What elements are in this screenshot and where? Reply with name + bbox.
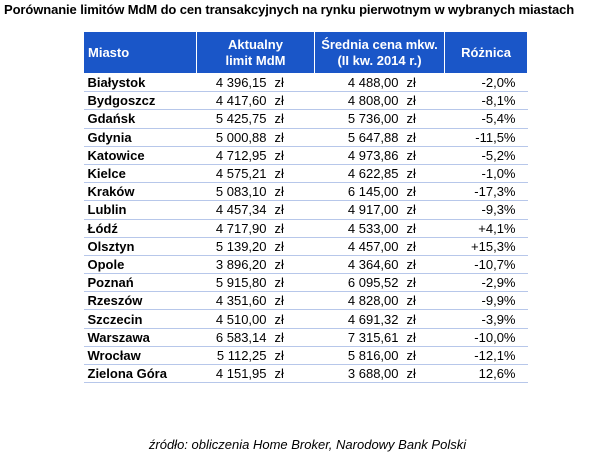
limit-currency: zł — [274, 275, 284, 291]
cell-diff: -2,0% — [445, 74, 528, 92]
cell-city: Warszawa — [84, 328, 197, 346]
price-value: 4 973,86 — [347, 147, 399, 163]
limit-currency: zł — [274, 184, 284, 200]
limit-value: 5 139,20 — [215, 238, 267, 254]
limit-currency: zł — [274, 311, 284, 327]
table-row — [84, 346, 528, 364]
cell-city: Szczecin — [84, 310, 197, 328]
cell-limit — [197, 219, 315, 237]
table-row — [84, 183, 528, 201]
cell-limit — [197, 310, 315, 328]
cell-diff: +4,1% — [445, 219, 528, 237]
cell-city: Rzeszów — [84, 292, 197, 310]
cell-price — [315, 201, 445, 219]
table-row — [84, 237, 528, 255]
limit-value: 4 575,21 — [215, 166, 267, 182]
cell-limit — [197, 365, 315, 383]
cell-city: Bydgoszcz — [84, 92, 197, 110]
cell-city: Kraków — [84, 183, 197, 201]
limit-value: 4 396,15 — [215, 75, 267, 91]
cell-price — [315, 219, 445, 237]
cell-limit — [197, 74, 315, 92]
price-currency: zł — [406, 293, 416, 309]
cell-price — [315, 310, 445, 328]
header-price — [315, 32, 445, 74]
price-value: 6 145,00 — [347, 184, 399, 200]
cell-limit — [197, 292, 315, 310]
table-row — [84, 219, 528, 237]
header-limit-line1: Aktualny — [228, 36, 283, 52]
cell-city: Gdańsk — [84, 110, 197, 128]
cell-limit — [197, 346, 315, 364]
cell-price — [315, 74, 445, 92]
cell-diff: -3,9% — [445, 310, 528, 328]
cell-limit — [197, 164, 315, 182]
limit-currency: zł — [274, 347, 284, 363]
cell-price — [315, 237, 445, 255]
cell-city: Olsztyn — [84, 237, 197, 255]
limit-currency: zł — [274, 366, 284, 382]
price-currency: zł — [406, 129, 416, 145]
limit-value: 4 417,60 — [215, 93, 267, 109]
price-currency: zł — [406, 166, 416, 182]
price-currency: zł — [406, 184, 416, 200]
limit-value: 4 151,95 — [215, 366, 267, 382]
limit-value: 6 583,14 — [215, 329, 267, 345]
cell-limit — [197, 328, 315, 346]
cell-diff: -9,9% — [445, 292, 528, 310]
source-note: źródło: obliczenia Home Broker, Narodowy Bank Polski — [148, 437, 467, 452]
table-row — [84, 310, 528, 328]
price-value: 5 736,00 — [347, 111, 399, 127]
table-row — [84, 74, 528, 92]
header-price-line2: (II kw. 2014 r.) — [337, 52, 422, 68]
price-currency: zł — [406, 366, 416, 382]
cell-diff: -1,0% — [445, 164, 528, 182]
limit-value: 5 083,10 — [215, 184, 267, 200]
limit-value: 5 425,75 — [215, 111, 267, 127]
cell-limit — [197, 274, 315, 292]
cell-city: Wrocław — [84, 346, 197, 364]
price-value: 4 691,32 — [347, 311, 399, 327]
table-row — [84, 255, 528, 273]
cell-limit — [197, 110, 315, 128]
table-row — [84, 164, 528, 182]
cell-diff: -10,7% — [445, 255, 528, 273]
price-currency: zł — [406, 75, 416, 91]
limit-currency: zł — [274, 93, 284, 109]
cell-limit — [197, 201, 315, 219]
limit-currency: zł — [274, 256, 284, 272]
limit-currency: zł — [274, 202, 284, 218]
cell-diff: 12,6% — [445, 365, 528, 383]
limit-currency: zł — [274, 147, 284, 163]
cell-limit — [197, 255, 315, 273]
price-value: 6 095,52 — [347, 275, 399, 291]
cell-price — [315, 92, 445, 110]
table-body — [84, 74, 528, 383]
table-row — [84, 146, 528, 164]
cell-limit — [197, 92, 315, 110]
price-value: 3 688,00 — [347, 366, 399, 382]
table-row — [84, 274, 528, 292]
table-row — [84, 365, 528, 383]
cell-diff: -12,1% — [445, 346, 528, 364]
cell-city: Kielce — [84, 164, 197, 182]
limit-currency: zł — [274, 329, 284, 345]
table-row — [84, 128, 528, 146]
price-currency: zł — [406, 275, 416, 291]
price-value: 4 364,60 — [347, 256, 399, 272]
price-value: 4 828,00 — [347, 293, 399, 309]
table-row — [84, 292, 528, 310]
price-value: 5 647,88 — [347, 129, 399, 145]
price-value: 4 622,85 — [347, 166, 399, 182]
price-currency: zł — [406, 147, 416, 163]
table-row — [84, 328, 528, 346]
header-price-line1: Średnia cena mkw. — [321, 36, 438, 52]
price-currency: zł — [406, 93, 416, 109]
price-value: 4 917,00 — [347, 202, 399, 218]
cell-diff: -2,9% — [445, 274, 528, 292]
cell-price — [315, 110, 445, 128]
header-row — [84, 32, 528, 74]
limit-currency: zł — [274, 111, 284, 127]
limit-currency: zł — [274, 220, 284, 236]
limit-value: 3 896,20 — [215, 256, 267, 272]
price-currency: zł — [406, 311, 416, 327]
header-city — [84, 32, 197, 74]
cell-city: Katowice — [84, 146, 197, 164]
price-currency: zł — [406, 256, 416, 272]
cell-price — [315, 183, 445, 201]
limit-currency: zł — [274, 293, 284, 309]
price-currency: zł — [406, 111, 416, 127]
limit-currency: zł — [274, 75, 284, 91]
price-currency: zł — [406, 347, 416, 363]
price-currency: zł — [406, 329, 416, 345]
limit-value: 4 457,34 — [215, 202, 267, 218]
header-city-label: Miasto — [88, 44, 130, 60]
limit-value: 5 000,88 — [215, 129, 267, 145]
limit-value: 5 915,80 — [215, 275, 267, 291]
cell-price — [315, 255, 445, 273]
price-value: 4 488,00 — [347, 75, 399, 91]
cell-diff: -8,1% — [445, 92, 528, 110]
limit-value: 4 510,00 — [215, 311, 267, 327]
limit-currency: zł — [274, 166, 284, 182]
cell-price — [315, 365, 445, 383]
limit-value: 4 351,60 — [215, 293, 267, 309]
cell-price — [315, 128, 445, 146]
cell-city: Gdynia — [84, 128, 197, 146]
price-currency: zł — [406, 220, 416, 236]
cell-city: Zielona Góra — [84, 365, 197, 383]
cell-diff: +15,3% — [445, 237, 528, 255]
cell-diff: -10,0% — [445, 328, 528, 346]
price-currency: zł — [406, 202, 416, 218]
cell-price — [315, 146, 445, 164]
limit-value: 4 717,90 — [215, 220, 267, 236]
cell-price — [315, 292, 445, 310]
limit-currency: zł — [274, 238, 284, 254]
cell-limit — [197, 183, 315, 201]
price-value: 4 808,00 — [347, 93, 399, 109]
cell-diff: -9,3% — [445, 201, 528, 219]
price-value: 7 315,61 — [347, 329, 399, 345]
header-diff — [445, 32, 528, 74]
cell-price — [315, 164, 445, 182]
comparison-table — [83, 31, 528, 383]
price-value: 4 457,00 — [347, 238, 399, 254]
cell-price — [315, 274, 445, 292]
cell-price — [315, 328, 445, 346]
cell-limit — [197, 237, 315, 255]
limit-currency: zł — [274, 129, 284, 145]
table-header — [84, 32, 528, 74]
page-title: Porównanie limitów MdM do cen transakcyjnych na rynku pierwotnym w wybranych miastach — [4, 2, 575, 17]
price-currency: zł — [406, 238, 416, 254]
cell-city: Łódź — [84, 219, 197, 237]
header-limit-line2: limit MdM — [225, 52, 286, 68]
table-row — [84, 92, 528, 110]
cell-limit — [197, 128, 315, 146]
cell-city: Lublin — [84, 201, 197, 219]
cell-city: Poznań — [84, 274, 197, 292]
limit-value: 5 112,25 — [216, 347, 267, 363]
price-value: 5 816,00 — [347, 347, 399, 363]
price-value: 4 533,00 — [347, 220, 399, 236]
cell-diff: -5,2% — [445, 146, 528, 164]
cell-diff: -5,4% — [445, 110, 528, 128]
cell-city: Opole — [84, 255, 197, 273]
limit-value: 4 712,95 — [215, 147, 267, 163]
header-limit — [197, 32, 315, 74]
cell-diff: -17,3% — [445, 183, 528, 201]
cell-limit — [197, 146, 315, 164]
cell-city: Białystok — [84, 74, 197, 92]
table-row — [84, 201, 528, 219]
table-row — [84, 110, 528, 128]
cell-price — [315, 346, 445, 364]
cell-diff: -11,5% — [445, 128, 528, 146]
header-diff-label: Różnica — [461, 44, 511, 60]
